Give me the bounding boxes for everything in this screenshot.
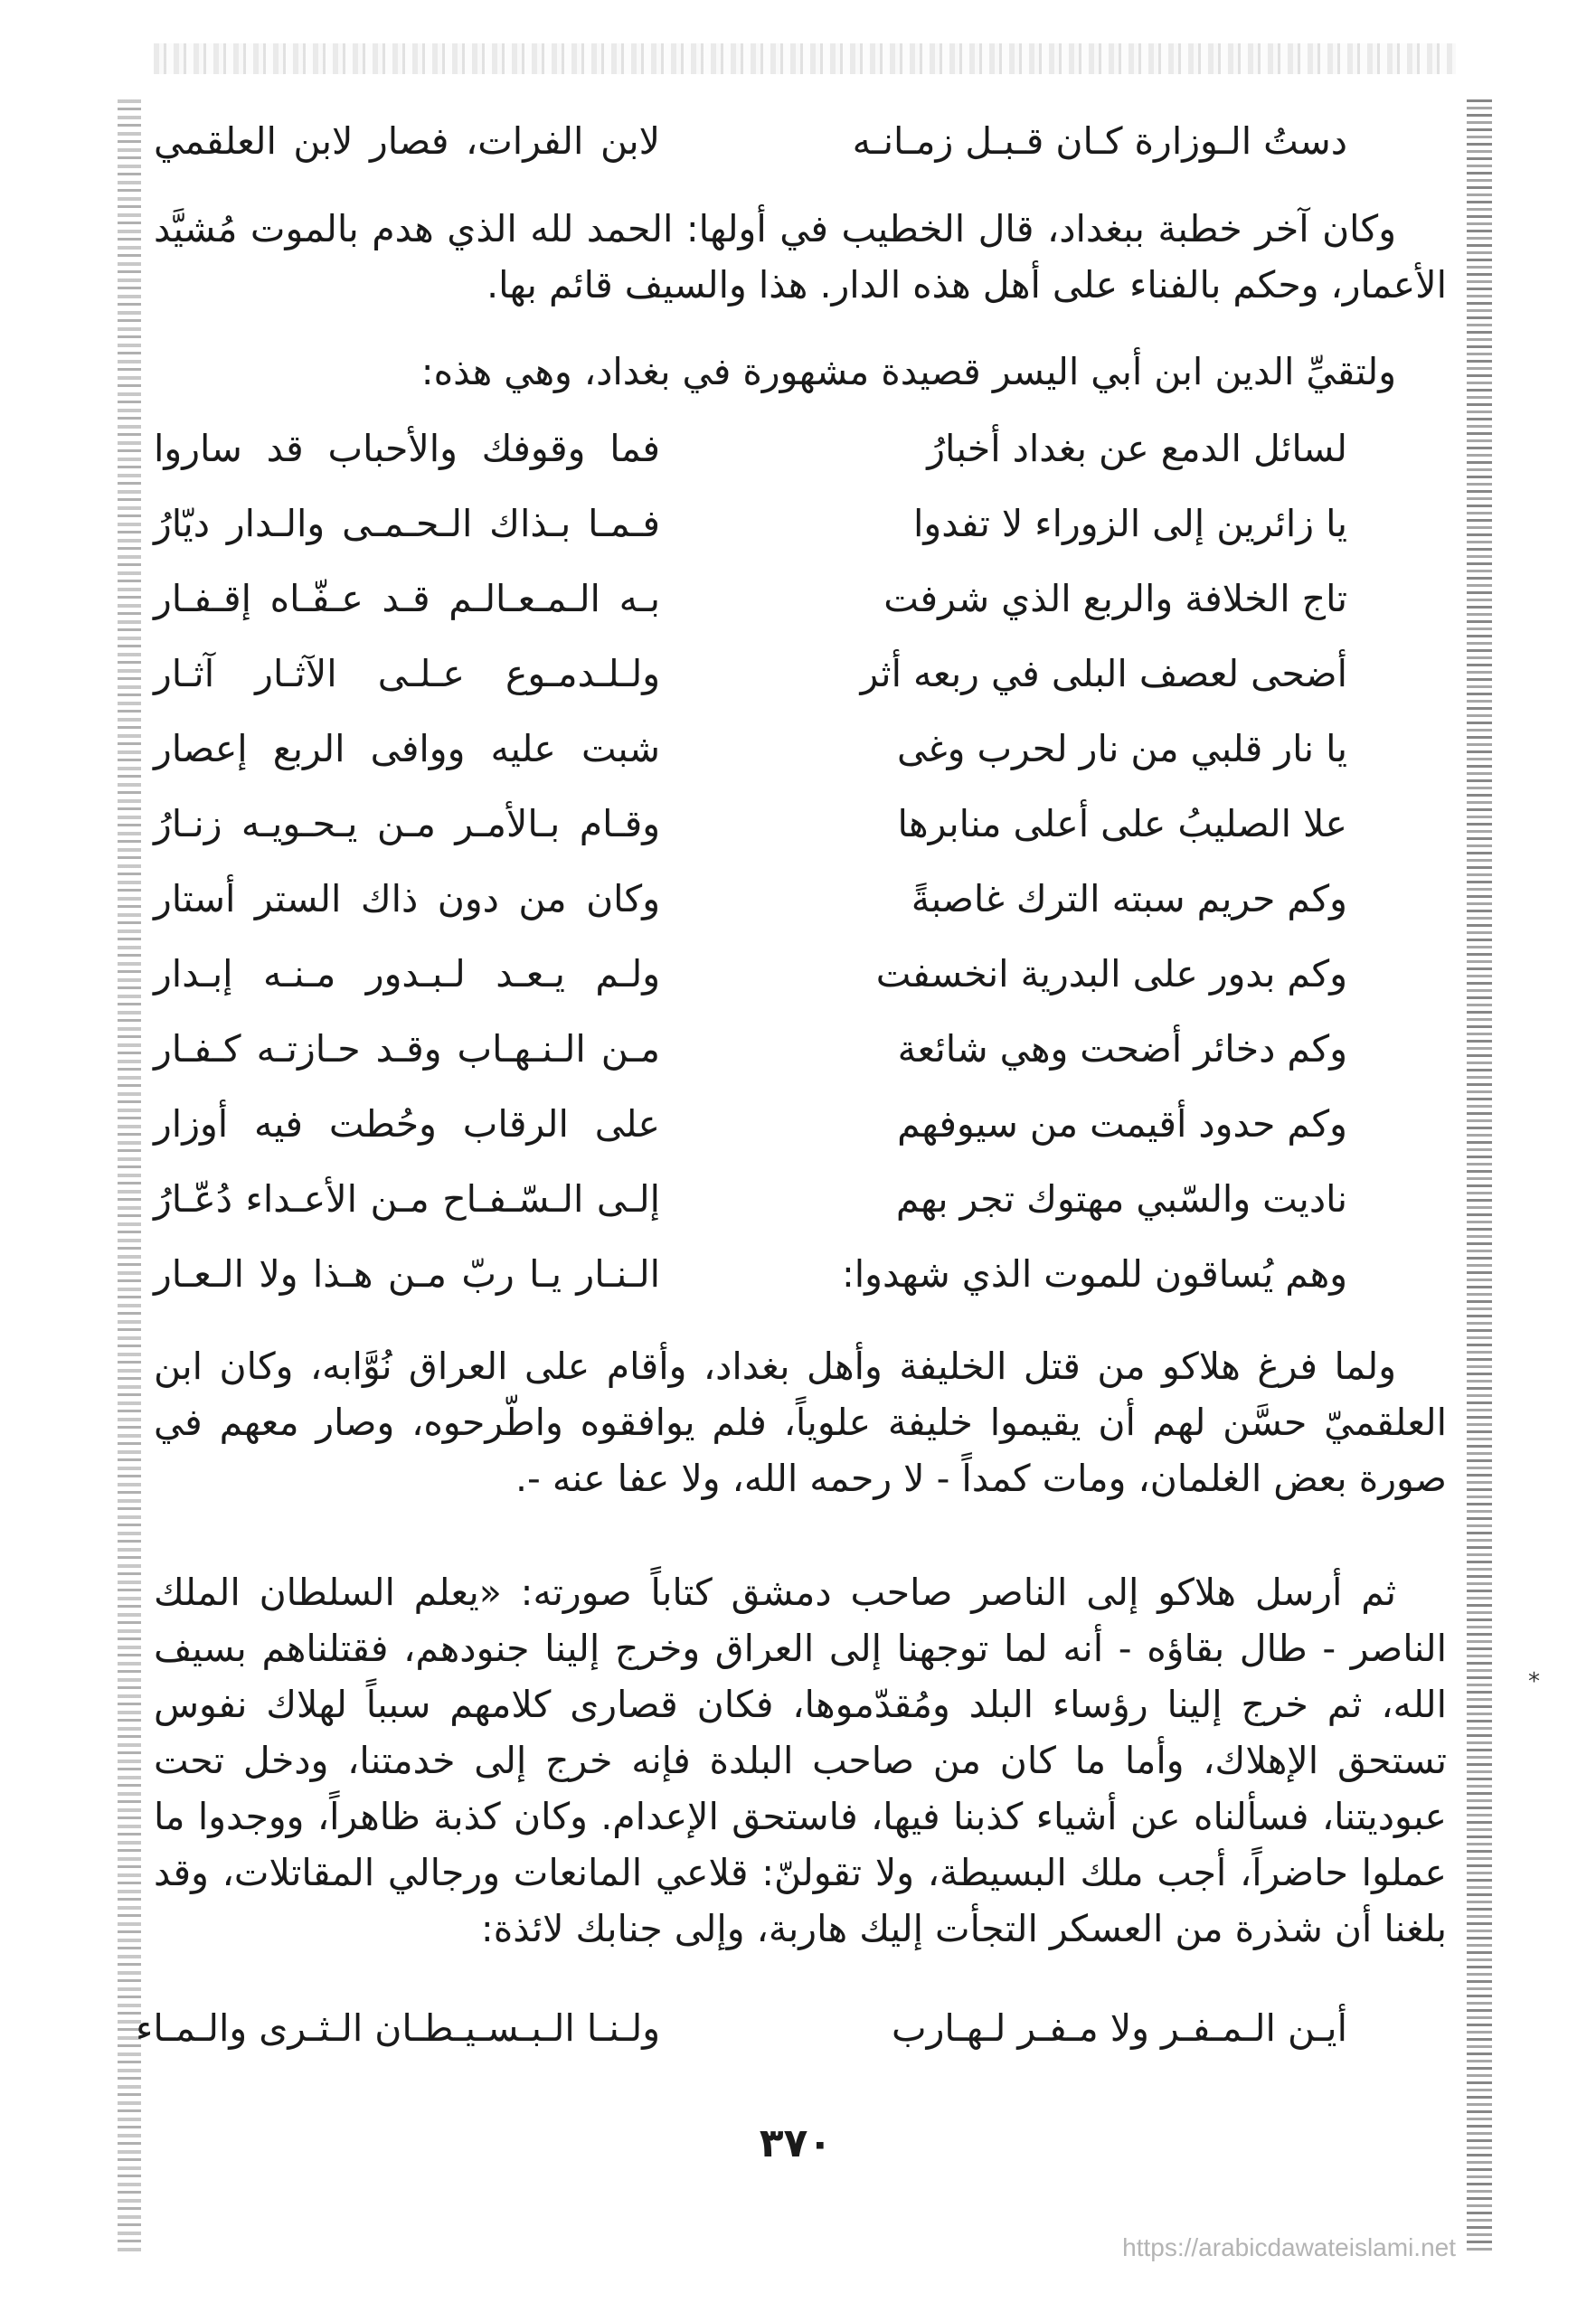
poem-verse-second-hemistich: شبت عليه ووافى الربع إعصار	[154, 727, 660, 770]
closing-verse	[136, 1994, 1447, 2062]
poem-verse-first-hemistich: وكم دخائر أضحت وهي شائعة	[897, 1027, 1347, 1071]
closing-verse-second-hemistich: ولـنـا الـبـسـيـطـان الـثـرى والـمـاء	[136, 2006, 660, 2050]
poem-verse	[154, 489, 1447, 558]
poem-verse	[154, 1014, 1447, 1083]
poem-verse-first-hemistich: وكم حريم سبته الترك غاصبةً	[911, 877, 1347, 920]
poem-verse-second-hemistich: فـمـا بـذاك الـحـمـى والـدار ديّارُ	[154, 502, 660, 545]
poem-verse-second-hemistich: ولـم يـعـد لـبـدور مـنـه إبـدار	[154, 952, 660, 996]
margin-mark: *	[1528, 1668, 1540, 1695]
poem-verse	[154, 564, 1447, 633]
opening-verse-second-hemistich: لابن الفرات، فصار لابن العلقمي	[154, 119, 660, 163]
poem-intro-paragraph: ولتقيِّ الدين ابن أبي اليسر قصيدة مشهورة في بغداد، وهي هذه:	[420, 350, 1396, 393]
poem-verse	[154, 1240, 1447, 1308]
poem-verse	[154, 639, 1447, 708]
poem-verse-second-hemistich: ولـلـدمـوع عـلـى الآثـار آثـار	[154, 652, 660, 695]
poem-verse-first-hemistich: ناديت والسّبي مهتوك تجر بهم	[895, 1177, 1347, 1221]
poem-verse	[154, 1090, 1447, 1158]
opening-verse	[154, 107, 1447, 175]
poem-verse-first-hemistich: تاج الخلافة والربع الذي شرفت	[883, 577, 1347, 620]
poem-verse-first-hemistich: وكم حدود أقيمت من سيوفهم	[897, 1102, 1347, 1146]
poem-verse	[154, 939, 1447, 1008]
poem-verse-first-hemistich: علا الصليبُ على أعلى منابرها	[897, 802, 1347, 845]
poem-verse-first-hemistich: يا زائرين إلى الزوراء لا تفدوا	[913, 502, 1347, 545]
poem-verse-second-hemistich: الـنـار يـا ربّ مـن هـذا ولا الـعـار	[154, 1252, 660, 1296]
poem-verse	[154, 1165, 1447, 1233]
poem-verse-second-hemistich: بـه الـمـعـالـم قـد عـفّـاه إقـفـار	[154, 577, 660, 620]
source-watermark: https://arabicdawateislami.net	[1122, 2233, 1456, 2261]
poem-verse	[154, 789, 1447, 858]
poem-verse-first-hemistich: يا نار قلبي من نار لحرب وغى	[897, 727, 1347, 770]
letter-paragraph: ثم أرسل هلاكو إلى الناصر صاحب دمشق كتاباً صورته: «يعلم السلطان الملك الناصر - طال بقاؤه - أنه لما توجهنا إلى العراق وخرج إلينا جنودهم، فقتلناهم بسيف الله، ثم خرج إلينا رؤساء البلد ومُقدّموها، فكان قصارى كلامهم سبباً لهلاك نفوس تستحق الإهلاك، وأما ما كان من صاحب البلدة فإنه خرج إلى خدمتنا، ودخل تحت عبوديتنا، فسألناه عن أشياء كذبنا فيها، فاستحق الإعدام. وكان كذبة ظاهراً، ووجدوا ما عملوا حاضراً، أجب ملك البسيطة، ولا تقولنّ: قلاعي المانعات ورجالي المقاتلات، وقد بلغنا أن شذرة من العسكر التجأت إليك هاربة، وإلى جنابك لائذة:	[154, 1571, 1447, 1950]
poem-verse-first-hemistich: وكم بدور على البدرية انخسفت	[875, 952, 1347, 996]
poem-verse-second-hemistich: على الرقاب وحُطت فيه أوزار	[154, 1102, 660, 1146]
sermon-paragraph: وكان آخر خطبة ببغداد، قال الخطيب في أولها: الحمد لله الذي هدم بالموت مُشيَّد الأعمار، وحكم بالفناء على أهل هذه الدار. هذا والسيف قائم بها.	[154, 207, 1447, 307]
closing-verse-first-hemistich: أيـن الـمـفـر ولا مـفـر لـهـارب	[892, 2006, 1347, 2050]
poem-verse-second-hemistich: إلـى الـسّـفـاح مـن الأعـداء دُعّـارُ	[154, 1177, 660, 1221]
opening-verse-first-hemistich: دستُ الـوزارة كـان قـبـل زمـانـه	[852, 119, 1347, 163]
page-number: ٣٧٠	[759, 2120, 833, 2166]
left-decorative-border	[118, 99, 141, 2251]
right-decorative-border	[1467, 99, 1492, 2251]
poem-verse-second-hemistich: فما وقوفك والأحباب قد ساروا	[154, 427, 660, 470]
hulagu-paragraph: ولما فرغ هلاكو من قتل الخليفة وأهل بغداد، وأقام على العراق نُوَّابه، وكان ابن العلقميّ حسَّن لهم أن يقيموا خليفة علوياً، فلم يوافقوه واطّرحوه، وصار معهم في صورة بعض الغلمان، ومات كمداً - لا رحمه الله، ولا عفا عنه -.	[154, 1345, 1447, 1500]
poem-verse	[154, 714, 1447, 783]
scan-header-noise	[154, 43, 1456, 74]
poem-verse-first-hemistich: أضحى لعصف البلى في ربعه أثر	[860, 652, 1347, 695]
poem-verse-first-hemistich: وهم يُساقون للموت الذي شهدوا:	[841, 1252, 1347, 1296]
poem-verse-second-hemistich: وكان من دون ذاك الستر أستار	[154, 877, 660, 920]
poem-verse	[154, 864, 1447, 933]
poem-verse-second-hemistich: وقـام بـالأمـر مـن يـحـويـه زنـارُ	[154, 802, 660, 845]
poem-verse	[154, 414, 1447, 483]
poem-verse-second-hemistich: مـن الـنـهـاب وقـد حـازتـه كـفـار	[154, 1027, 660, 1071]
poem-verse-first-hemistich: لسائل الدمع عن بغداد أخبارُ	[927, 427, 1347, 470]
